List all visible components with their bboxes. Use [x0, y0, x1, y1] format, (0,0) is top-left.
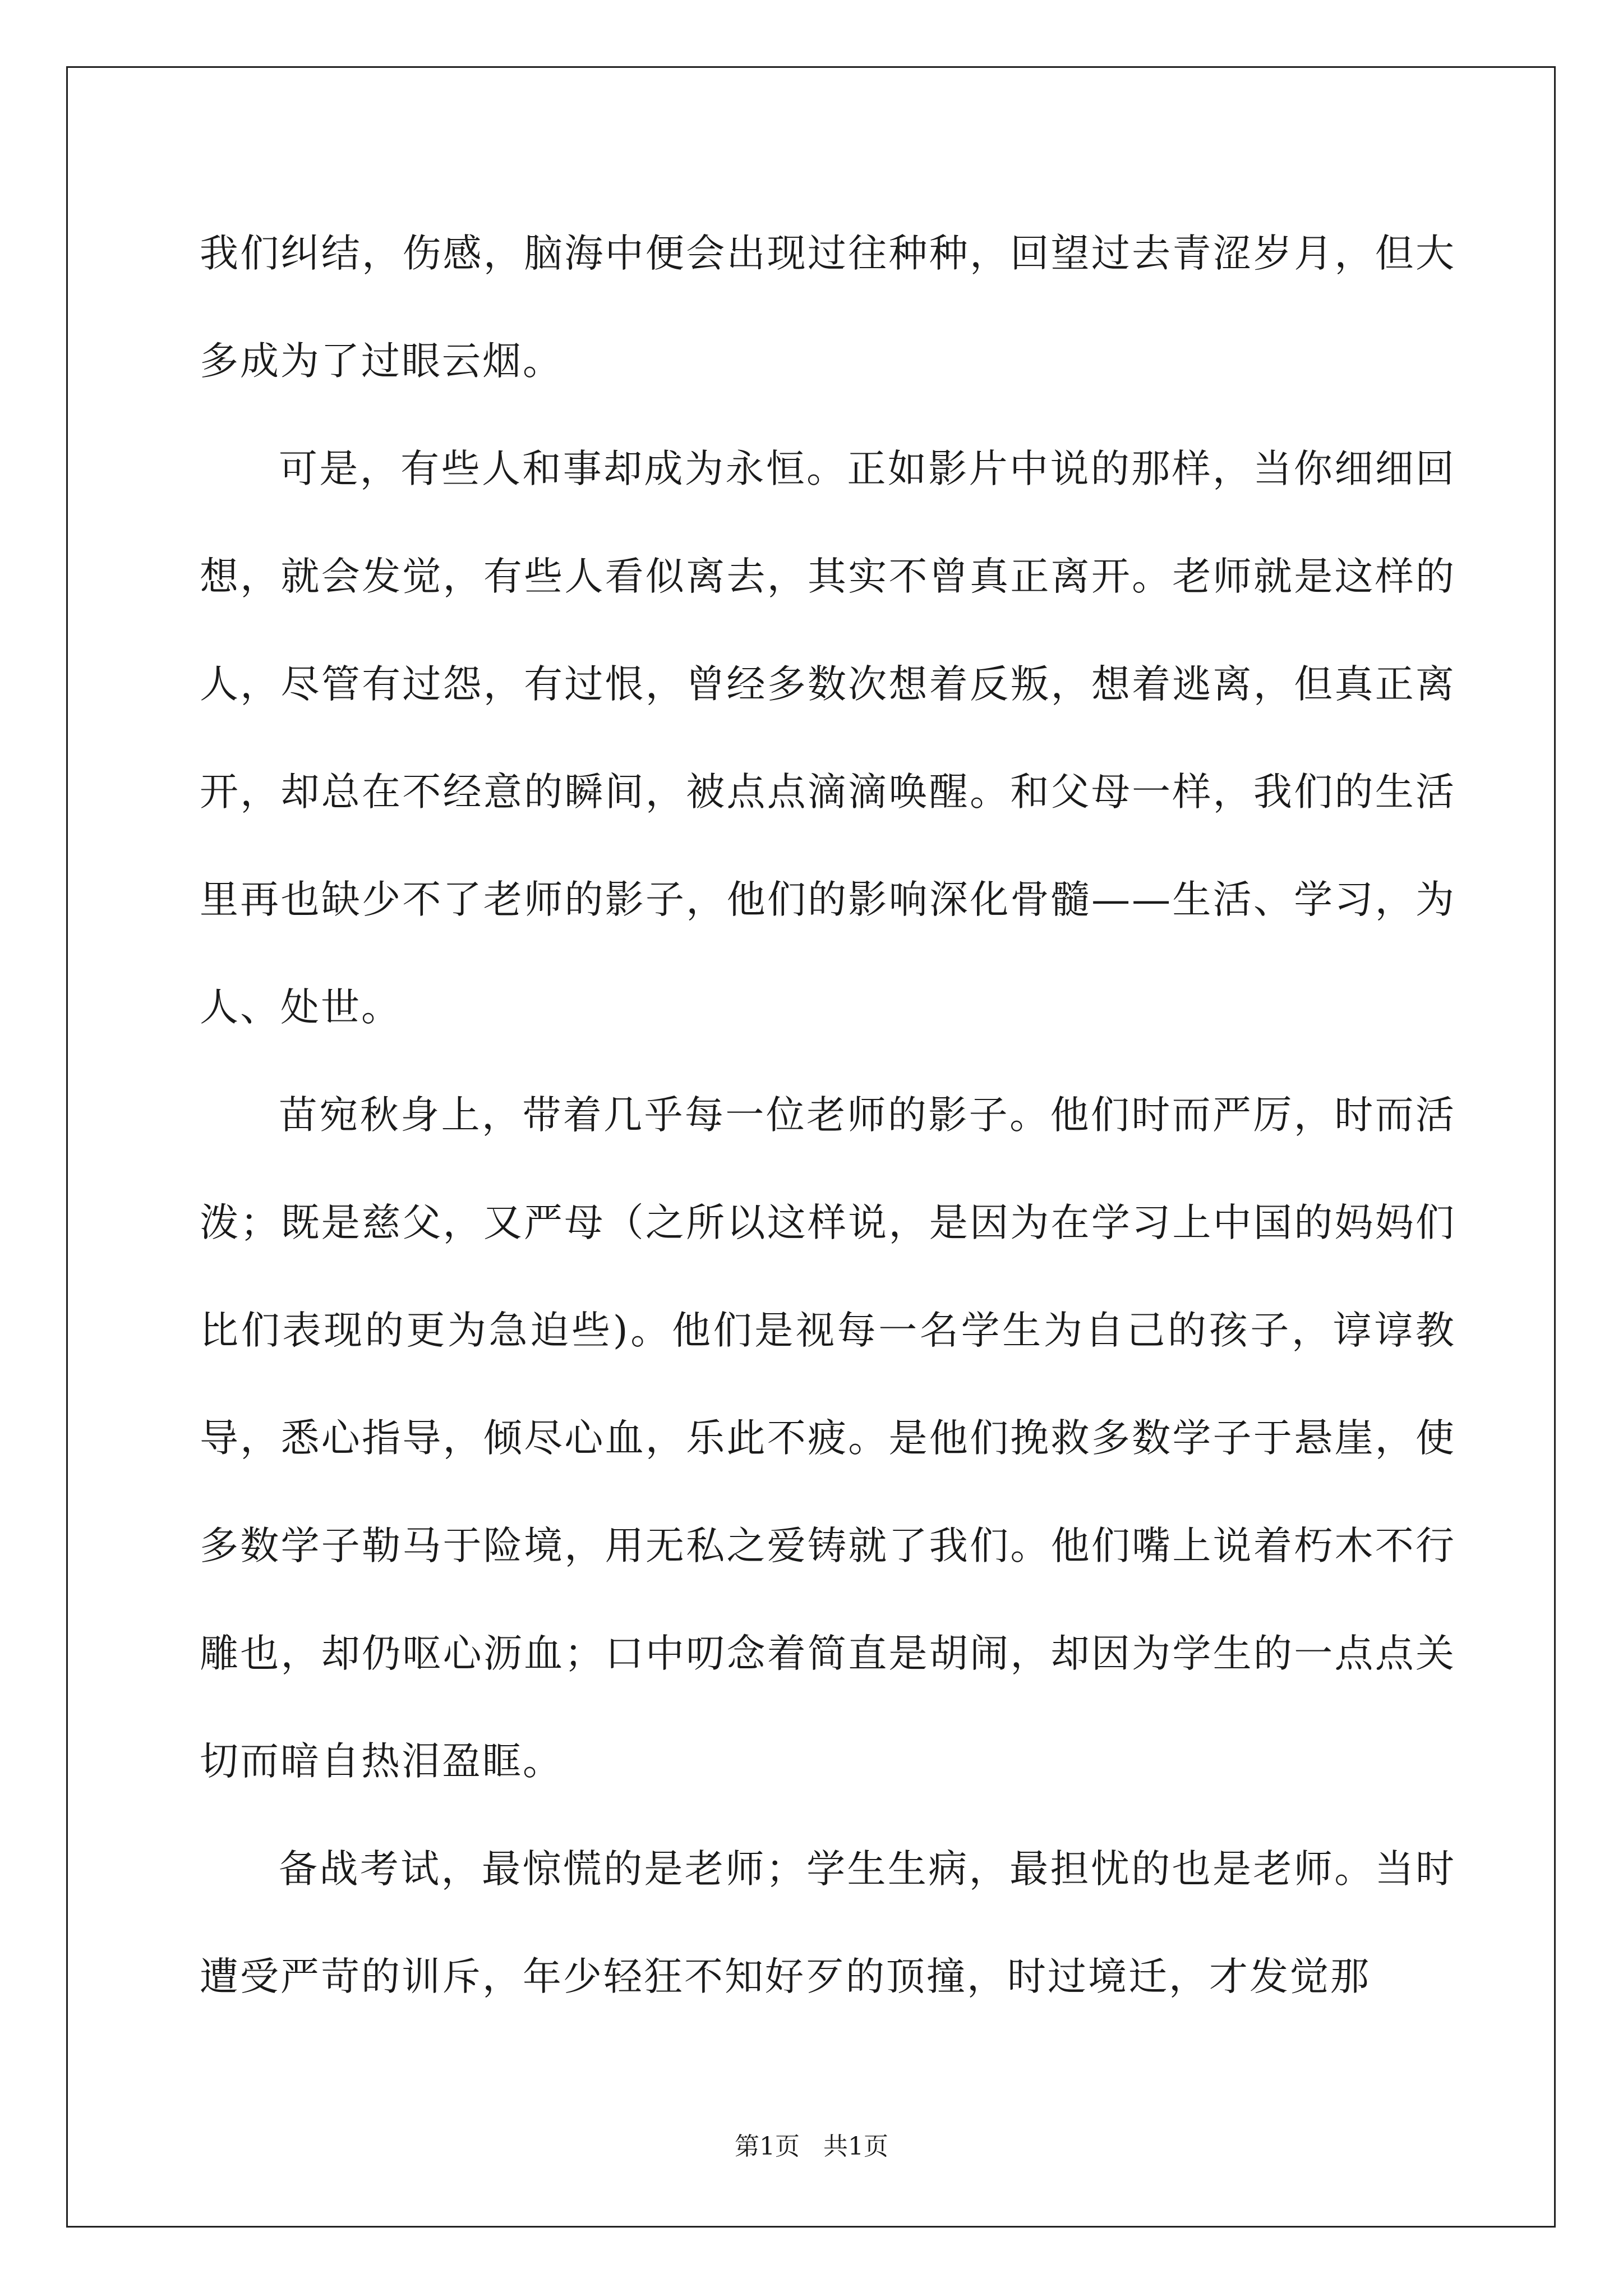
document-body	[200, 200, 1456, 2031]
page-footer: 第1页 共1页	[735, 2132, 888, 2161]
paragraph-2: 可是，有些人和事却成为永恒。正如影片中说的那样，当你细细回想，就会发觉，有些人看似离去，其实不曾真正离开。老师就是这样的人，尽管有过怨，有过恨，曾经多数次想着反叛，想着逃离，但真正离开，却总在不经意的瞬间，被点点滴滴唤醒。和父母一样，我们的生活里再也缺少不了老师的影子，他们的影响深化骨髓——生活、学习，为人、处世。	[200, 447, 1456, 1030]
paragraph-1: 我们纠结，伤感，脑海中便会出现过往种种，回望过去青涩岁月，但大多成为了过眼云烟。	[200, 231, 1456, 384]
paragraph-4: 备战考试，最惊慌的是老师；学生生病，最担忧的也是老师。当时遭受严苛的训斥，年少轻狂不知好歹的顶撞，时过境迁，才发觉那	[200, 1847, 1456, 1999]
paragraph-3: 苗宛秋身上，带着几乎每一位老师的影子。他们时而严厉，时而活泼；既是慈父，又严母（之所以这样说，是因为在学习上中国的妈妈们比们表现的更为急迫些)。他们是视每一名学生为自己的孩子，谆谆教导，悉心指导，倾尽心血，乐此不疲。是他们挽救多数学子于悬崖，使多数学子勒马于险境，用无私之爱铸就了我们。他们嘴上说着朽木不行雕也，却仍呕心沥血；口中叨念着简直是胡闹，却因为学生的一点点关切而暗自热泪盈眶。	[200, 1093, 1456, 1784]
